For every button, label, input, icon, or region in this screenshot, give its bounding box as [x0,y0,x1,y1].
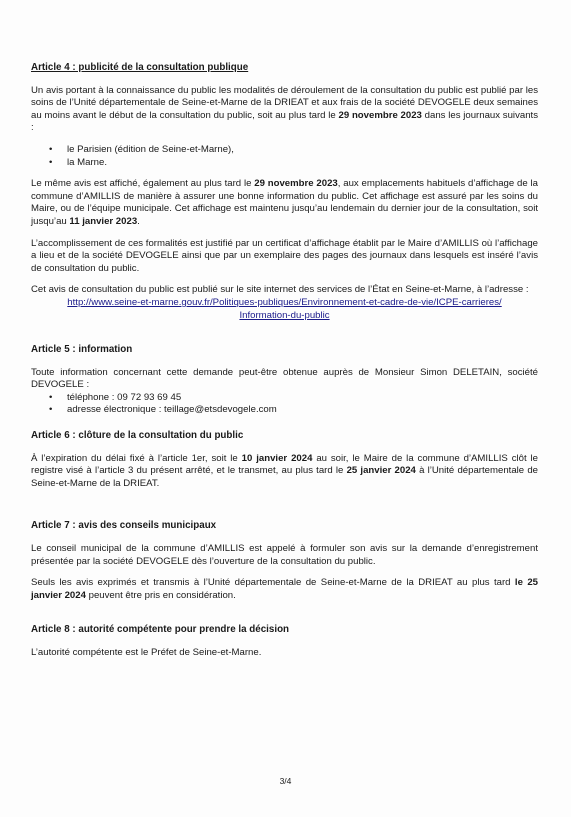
contact-list [31,392,538,417]
article-7-paragraph-1: Le conseil municipal de la commune d’AMILLIS est appelé à formuler son avis sur la demande d’enregistrement présentée par la société DEVOGELE dès l’ouverture de la consultation du public. [31,543,538,567]
document-body [31,62,538,660]
article-6-heading: Article 6 : clôture de la consultation du public [31,430,244,442]
article-8-heading: Article 8 : autorité compétente pour prendre la décision [31,624,290,636]
url-link-line-1[interactable]: http://www.seine-et-marne.gouv.fr/Politiques-publiques/Environnement-et-cadre-de-vie/ICPE-carrieres/ [67,296,502,308]
page-number: 3/4 [279,776,292,786]
article-4-heading: Article 4 : publicité de la consultation publique [31,62,249,73]
journals-list [31,144,538,169]
text-run: À l’expiration du délai fixé à l’article 1er, soit le [31,452,242,464]
date-text: 29 novembre 2023 [254,178,338,190]
list-item: • la Marne. [49,157,538,170]
text-run: dans les journaux suivants : [31,109,538,134]
date-text: 11 janvier 2023 [69,215,138,227]
url-link-line-2[interactable]: Information-du-public [239,309,330,321]
list-item: • téléphone : 09 72 93 69 45 [49,392,538,405]
text-run: à l’Unité départementale de Seine-et-Marne de la DRIEAT. [31,465,538,489]
date-text: le 25 janvier 2024 [31,577,538,601]
text-run: au soir, le Maire de la commune d’AMILLIS clôt le registre visé à l’article 3 du présent arrêté, et le transmet, au plus tard le [31,452,539,477]
text-run: Un avis portant à la connaissance du public les modalités de déroulement de la consultation du public est publié par les soins de l’Unité départementale de Seine-et-Marne de la DRIEAT et aux frais de la société DEVOGELE deux semaines au moins avant le début de la consultation du public, soit au plus tard le [31,84,538,121]
article-5-heading: Article 5 : information [31,344,133,356]
article-4-paragraph-2 [31,178,538,228]
date-text: 10 janvier 2024 [241,452,313,464]
list-item: • adresse électronique : teillage@etsdevogele.com [49,404,538,417]
list-item: • le Parisien (édition de Seine-et-Marne), [49,144,538,157]
article-8-paragraph-1: L’autorité compétente est le Préfet de Seine-et-Marne. [31,647,262,658]
article-7-heading: Article 7 : avis des conseils municipaux [31,520,217,532]
website-url [31,297,538,322]
article-4-paragraph-3: L’accomplissement de ces formalités est justifié par un certificat d’affichage établit par le Maire d’AMILLIS où l’affichage a lieu et de la société DEVOGELE ainsi que par un exemplaire des pages des journaux dans lesquels est inséré l’avis de consultation du public. [31,237,538,274]
article-6-paragraph-1 [31,453,538,491]
text-run: peuvent être pris en considération. [85,589,236,601]
text-run: Le même avis est affiché, également au plus tard le [31,178,255,190]
article-7-paragraph-2 [31,577,538,602]
article-5-paragraph-1: Toute information concernant cette demande peut-être obtenue auprès de Monsieur Simon DELETAIN, société DEVOGELE : [31,366,538,391]
article-4-paragraph-1 [31,85,538,135]
text-run: Seuls les avis exprimés et transmis à l’Unité départementale de Seine-et-Marne de la DRIEAT au plus tard [31,577,515,589]
article-4-paragraph-4: Cet avis de consultation du public est publié sur le site internet des services de l’État en Seine-et-Marne, à l’adresse : [31,284,529,296]
date-text: 25 janvier 2024 [346,465,416,477]
date-text: 29 novembre 2023 [338,109,422,121]
text-run: , aux emplacements habituels d’affichage de la commune d’AMILLIS de manière à assurer une bonne information du public. Cet affichage est assuré par les soins du Maire, ou de l’équipe municipale. Cet affichage est maintenu jusqu’au lendemain du dernier jour de la consultation, soit jusqu’au [31,178,538,227]
text-run: . [137,215,140,227]
